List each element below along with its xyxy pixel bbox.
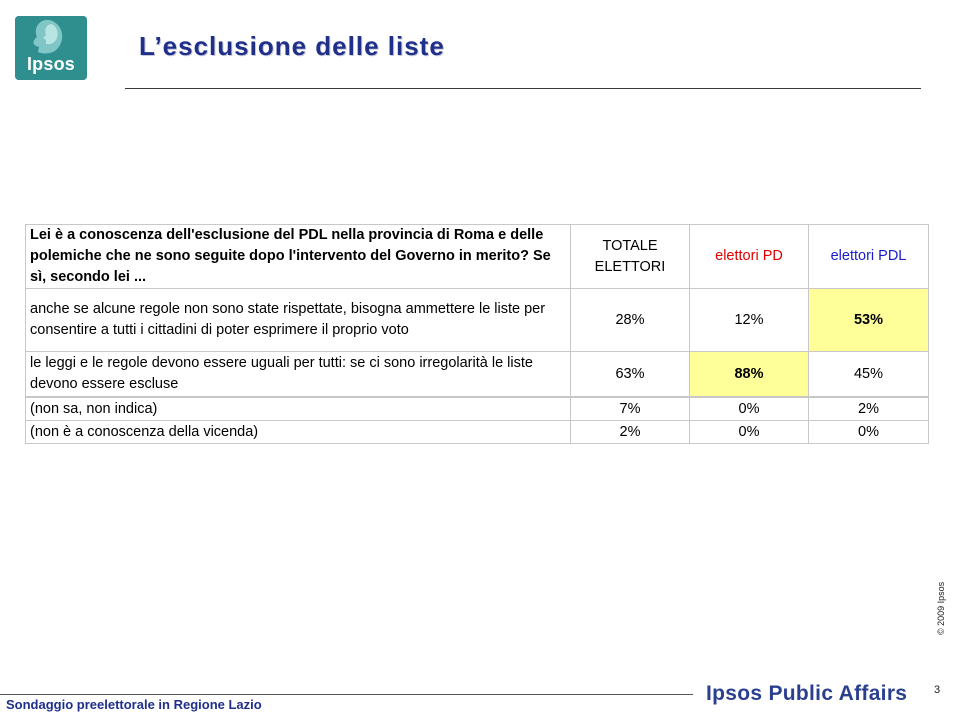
- table-row: [26, 421, 929, 444]
- footer-brand: Ipsos Public Affairs: [706, 682, 908, 705]
- cell-value: 2%: [571, 421, 690, 444]
- table-row: [26, 289, 929, 352]
- highlighted-cell-value: 88%: [690, 352, 809, 398]
- logo-text: Ipsos: [26, 54, 75, 74]
- cell-value: 12%: [690, 289, 809, 352]
- column-header-totale: TOTALE ELETTORI: [571, 225, 690, 289]
- cell-value: 63%: [571, 352, 690, 398]
- question-header: Lei è a conoscenza dell'esclusione del PDL nella provincia di Roma e delle polemiche che ne sono seguite dopo l'intervento del Governo in merito? Se sì, secondo lei ...: [26, 225, 571, 289]
- row-label: le leggi e le regole devono essere uguali per tutti: se ci sono irregolarità le liste devono essere escluse: [26, 352, 571, 398]
- table-header-row: [26, 225, 929, 289]
- footer-survey-title: Sondaggio preelettorale in Regione Lazio: [6, 697, 262, 712]
- ipsos-logo: [15, 16, 87, 80]
- cell-value: 0%: [690, 397, 809, 421]
- page-number: 3: [934, 684, 941, 696]
- cell-value: 2%: [809, 397, 929, 421]
- table-row: [26, 397, 929, 421]
- cell-value: 0%: [809, 421, 929, 444]
- row-label: (non è a conoscenza della vicenda): [26, 421, 571, 444]
- column-header-pd: elettori PD: [690, 225, 809, 289]
- footer-divider: [0, 694, 693, 695]
- highlighted-cell-value: 53%: [809, 289, 929, 352]
- table-row: [26, 352, 929, 398]
- cell-value: 28%: [571, 289, 690, 352]
- copyright-notice: © 2009 Ipsos: [936, 581, 946, 635]
- title-divider: [125, 88, 921, 89]
- row-label: (non sa, non indica): [26, 397, 571, 421]
- cell-value: 7%: [571, 397, 690, 421]
- cell-value: 0%: [690, 421, 809, 444]
- column-header-pdl: elettori PDL: [809, 225, 929, 289]
- survey-table: [25, 224, 929, 444]
- row-label: anche se alcune regole non sono state rispettate, bisogna ammettere le liste per consentire a tutti i cittadini di poter esprimere il proprio voto: [26, 289, 571, 352]
- cell-value: 45%: [809, 352, 929, 398]
- page-title: L’esclusione delle liste: [139, 31, 445, 61]
